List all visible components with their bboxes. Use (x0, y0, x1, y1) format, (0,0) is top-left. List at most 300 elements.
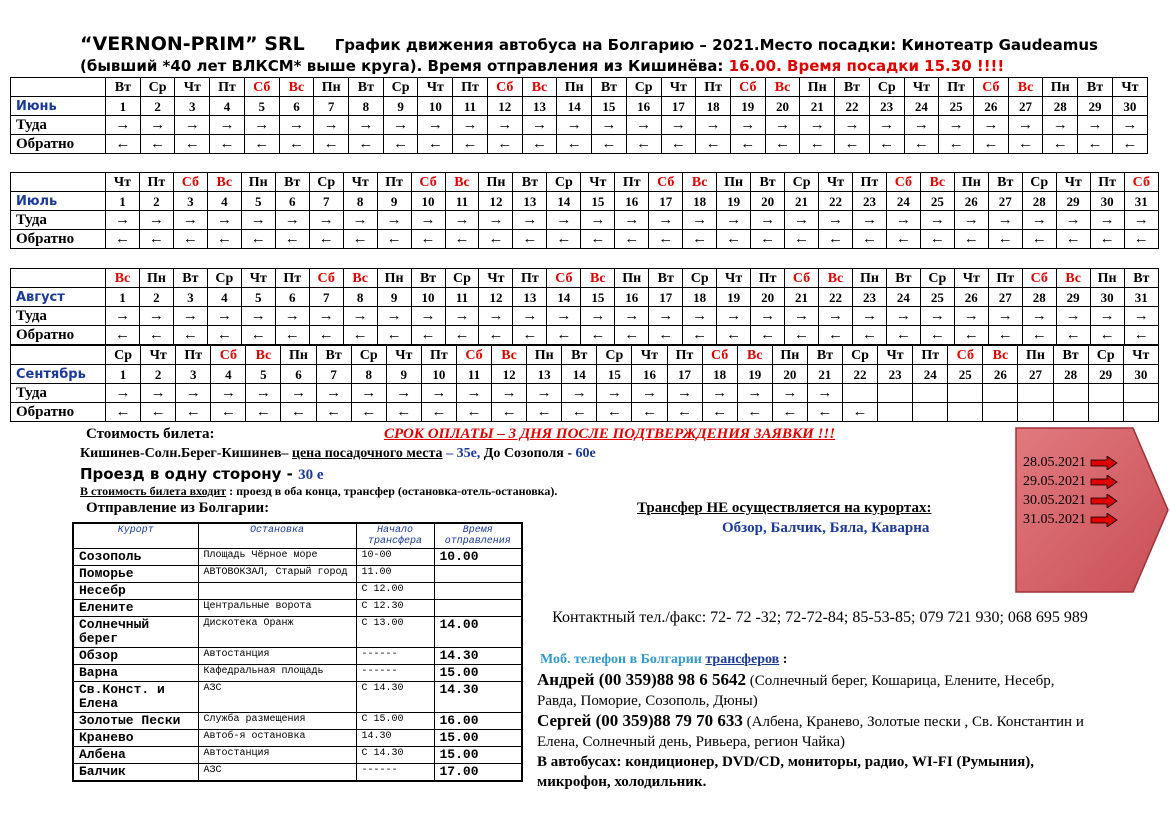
date-text: 31.05.2021 (1023, 512, 1086, 527)
weekday-cell: Пт (421, 346, 456, 365)
arrow-left-icon: ← (954, 326, 988, 345)
departure-row (73, 764, 522, 782)
arrow-left-icon: ← (1022, 326, 1056, 345)
arrow-right-icon: → (173, 211, 207, 230)
cell-stop: Автоб-я остановка (198, 730, 356, 747)
arrow-left-icon: ← (547, 230, 581, 249)
arrow-left-icon: ← (842, 403, 877, 422)
arrow-left-icon: ← (445, 326, 479, 345)
date-cell: 12 (479, 192, 513, 211)
date-cell: 7 (309, 192, 343, 211)
arrow-right-icon: → (513, 307, 547, 326)
weekday-cell: Сб (487, 78, 522, 97)
date-item (1023, 491, 1118, 510)
arrow-left-icon: ← (696, 135, 731, 154)
sergey-phone: Сергей (00 359)88 79 70 633 (537, 711, 743, 730)
date-cell: 6 (281, 365, 316, 384)
arrow-right-icon: → (1043, 116, 1078, 135)
arrow-right-icon (1090, 456, 1118, 470)
arrow-right-icon: → (241, 307, 275, 326)
arrow-left-icon: ← (383, 135, 418, 154)
arrow-left-icon: ← (173, 326, 207, 345)
weekday-cell: Чт (106, 173, 140, 192)
arrow-right-icon: → (275, 211, 309, 230)
cell-transfer: 11.00 (356, 566, 434, 583)
date-cell: 28 (1043, 97, 1078, 116)
arrow-left-icon: ← (730, 135, 765, 154)
arrow-right-icon: → (557, 116, 592, 135)
weekday-cell: Вс (581, 269, 615, 288)
weekday-cell: Пн (1043, 78, 1078, 97)
date-cell: 17 (661, 97, 696, 116)
cell-stop: Автостанция (198, 747, 356, 764)
weekday-cell: Вт (106, 78, 141, 97)
date-cell: 27 (1008, 97, 1043, 116)
date-cell: 15 (592, 97, 627, 116)
arrow-left-icon: ← (819, 326, 853, 345)
bus-amenities: В автобусах: кондиционер, DVD/CD, мониторы, радио, WI-FI (Румыния), микрофон, холодильник. (537, 754, 1034, 790)
arrow-right-icon: → (314, 116, 349, 135)
cell-stop: АЗС (198, 764, 356, 782)
date-cell: 30 (1112, 97, 1147, 116)
arrow-left-icon: ← (920, 230, 954, 249)
date-cell: 4 (210, 97, 245, 116)
arrow-left-icon: ← (244, 135, 279, 154)
weekday-cell: Ср (106, 346, 141, 365)
row-there (11, 307, 1159, 326)
arrow-right-icon: → (920, 307, 954, 326)
cell-stop: Кафедральная площадь (198, 665, 356, 682)
arrow-left-icon: ← (1078, 135, 1113, 154)
empty-cell (842, 384, 877, 403)
arrow-left-icon: ← (869, 135, 904, 154)
arrow-left-icon: ← (210, 135, 245, 154)
arrow-right-icon: → (661, 116, 696, 135)
date-cell: 14 (547, 192, 581, 211)
arrow-left-icon: ← (343, 230, 377, 249)
cell-time: 16.00 (434, 713, 522, 730)
arrow-right-icon: → (139, 307, 173, 326)
weekday-cell: Пт (1090, 173, 1124, 192)
arrow-right-icon: → (904, 116, 939, 135)
weekday-cell: Чт (418, 78, 453, 97)
weekday-cell: Пн (281, 346, 316, 365)
arrow-left-icon: ← (886, 230, 920, 249)
arrow-left-icon: ← (581, 230, 615, 249)
date-cell: 3 (175, 97, 210, 116)
arrow-right-icon: → (683, 211, 717, 230)
weekday-cell: Пт (751, 269, 785, 288)
arrow-right-icon: → (421, 384, 456, 403)
date-cell: 17 (649, 288, 683, 307)
weekday-cell: Пн (800, 78, 835, 97)
cell-stop: Автостанция (198, 648, 356, 665)
arrow-right-icon: → (309, 211, 343, 230)
mobile-bulgaria-title (540, 652, 787, 668)
row-label-there: Туда (11, 211, 106, 230)
arrow-left-icon: ← (852, 326, 886, 345)
arrow-left-icon: ← (207, 326, 241, 345)
arrow-right-icon: → (581, 307, 615, 326)
weekday-cell: Ср (445, 269, 479, 288)
date-cell: 10 (421, 365, 456, 384)
weekday-cell: Пт (988, 269, 1022, 288)
weekday-cell: Чт (661, 78, 696, 97)
weekday-cell: Пт (275, 269, 309, 288)
arrow-left-icon: ← (492, 403, 527, 422)
date-cell: 6 (275, 192, 309, 211)
arrow-right-icon: → (954, 307, 988, 326)
date-cell: 17 (667, 365, 702, 384)
weekday-cell: Сб (244, 78, 279, 97)
arrow-right-icon: → (207, 211, 241, 230)
date-cell: 1 (106, 288, 140, 307)
date-text: 28.05.2021 (1023, 455, 1086, 470)
date-cell: 10 (411, 192, 445, 211)
departure-bulgaria-title: Отправление из Болгарии: (86, 500, 270, 516)
arrow-right-icon: → (597, 384, 632, 403)
header-departure-time: Время отправления (434, 523, 522, 549)
date-cell: 2 (140, 97, 175, 116)
arrow-left-icon: ← (807, 403, 842, 422)
empty-cell (878, 384, 913, 403)
month-name: Июнь (11, 97, 106, 116)
weekday-cell: Вт (649, 269, 683, 288)
date-cell: 22 (842, 365, 877, 384)
cell-resort: Елените (73, 600, 198, 617)
arrow-left-icon: ← (717, 230, 751, 249)
date-cell: 10 (411, 288, 445, 307)
weekday-cell: Вс (343, 269, 377, 288)
includes-label: В стоимость билета входит (80, 484, 227, 498)
arrow-right-icon: → (807, 384, 842, 403)
arrow-left-icon: ← (1090, 326, 1124, 345)
date-cell: 28 (1022, 288, 1056, 307)
empty-cell (1088, 384, 1123, 403)
date-cell: 9 (377, 288, 411, 307)
arrow-left-icon: ← (453, 135, 488, 154)
arrow-right-icon: → (175, 116, 210, 135)
date-cell: 23 (878, 365, 913, 384)
arrow-left-icon: ← (1056, 230, 1090, 249)
weekday-cell: Ср (869, 78, 904, 97)
weekday-cell: Вт (411, 269, 445, 288)
arrow-right-icon: → (819, 307, 853, 326)
weekday-cell: Вс (246, 346, 281, 365)
arrow-right-icon: → (869, 116, 904, 135)
date-cell: 11 (445, 192, 479, 211)
departure-time: 16.00. (728, 57, 782, 75)
row-back (11, 230, 1159, 249)
arrow-right-icon: → (1124, 211, 1158, 230)
arrow-left-icon: ← (487, 135, 522, 154)
weekday-cell: Вс (445, 173, 479, 192)
arrow-right-icon: → (513, 211, 547, 230)
date-cell: 17 (649, 192, 683, 211)
arrow-right-icon: → (445, 211, 479, 230)
weekday-cell: Вс (920, 173, 954, 192)
date-cell: 14 (547, 288, 581, 307)
arrow-right-icon: → (562, 384, 597, 403)
andrey-areas: (Солнечный берег, Кошарица, Елените, Несебр, Равда, Поморие, Созополь, Дюны) (537, 673, 1055, 709)
arrow-right-icon: → (309, 307, 343, 326)
date-cell: 26 (973, 97, 1008, 116)
weekday-cell: Чт (141, 346, 176, 365)
weekday-cell: Сб (1124, 173, 1158, 192)
cell-stop: Площадь Чёрное море (198, 549, 356, 566)
weekday-cell: Пн (615, 269, 649, 288)
date-cell: 7 (314, 97, 349, 116)
calendar-september (10, 345, 1159, 422)
empty-cell (1053, 403, 1088, 422)
weekday-row (11, 78, 1148, 97)
ticket-cost-title: Стоимость билета: (86, 426, 215, 442)
no-transfer-list: Обзор, Балчик, Бяла, Каварна (722, 520, 930, 536)
weekday-cell: Ср (1022, 173, 1056, 192)
arrow-right-icon: → (581, 211, 615, 230)
arrow-right-icon: → (456, 384, 491, 403)
cell-transfer: С 12.30 (356, 600, 434, 617)
arrow-left-icon: ← (411, 326, 445, 345)
weekday-cell: Пн (377, 269, 411, 288)
cell-time: 15.00 (434, 665, 522, 682)
arrow-left-icon: ← (106, 403, 141, 422)
date-row (11, 192, 1159, 211)
date-cell: 7 (309, 288, 343, 307)
cell-resort: Золотые Пески (73, 713, 198, 730)
weekday-cell: Вт (886, 269, 920, 288)
date-cell: 13 (522, 97, 557, 116)
arrow-right-icon: → (717, 307, 751, 326)
arrow-left-icon: ← (562, 403, 597, 422)
arrow-right-icon: → (522, 116, 557, 135)
arrow-left-icon: ← (140, 135, 175, 154)
arrow-left-icon: ← (765, 135, 800, 154)
date-cell: 29 (1056, 192, 1090, 211)
weekday-cell: Чт (479, 269, 513, 288)
arrow-right-icon: → (173, 307, 207, 326)
empty-cell (1088, 403, 1123, 422)
cell-transfer: С 14.30 (356, 682, 434, 713)
weekday-row (11, 269, 1159, 288)
arrow-right-icon: → (886, 307, 920, 326)
weekday-cell: Вт (275, 173, 309, 192)
weekday-cell: Вт (173, 269, 207, 288)
date-cell: 27 (988, 288, 1022, 307)
date-item (1023, 453, 1118, 472)
arrow-right-icon: → (683, 307, 717, 326)
arrow-right-icon: → (139, 211, 173, 230)
date-cell: 4 (207, 288, 241, 307)
weekday-cell: Чт (632, 346, 667, 365)
cell-transfer: 14.30 (356, 730, 434, 747)
departure-row (73, 713, 522, 730)
arrow-left-icon: ← (445, 230, 479, 249)
weekday-cell: Чт (1056, 173, 1090, 192)
cell-resort: Солнечный берег (73, 617, 198, 648)
arrow-right-icon: → (785, 307, 819, 326)
arrow-right-icon: → (1090, 211, 1124, 230)
date-cell: 24 (913, 365, 948, 384)
arrow-left-icon: ← (479, 326, 513, 345)
schedule-title: График движения автобуса на Болгарию – 2021.Место посадки: Кинотеатр Gaudeamus (334, 36, 1098, 54)
date-cell: 5 (241, 192, 275, 211)
arrow-right-icon: → (377, 211, 411, 230)
arrow-right-icon: → (492, 384, 527, 403)
arrow-right-icon: → (207, 307, 241, 326)
weekday-cell: Вс (492, 346, 527, 365)
weekday-cell: Пт (913, 346, 948, 365)
weekday-cell: Сб (649, 173, 683, 192)
date-cell: 9 (386, 365, 421, 384)
cell-stop (198, 583, 356, 600)
row-there (11, 384, 1159, 403)
weekday-cell: Вс (683, 173, 717, 192)
arrow-left-icon: ← (275, 230, 309, 249)
weekday-cell: Пт (696, 78, 731, 97)
includes-text: : проезд в оба конца, трансфер (остановка-отель-остановка). (226, 484, 558, 498)
arrow-right-icon: → (973, 116, 1008, 135)
arrow-left-icon: ← (852, 230, 886, 249)
arrow-left-icon: ← (316, 403, 351, 422)
weekday-cell: Вт (513, 173, 547, 192)
date-text: 29.05.2021 (1023, 474, 1086, 489)
arrow-left-icon: ← (683, 230, 717, 249)
date-cell: 23 (869, 97, 904, 116)
arrow-left-icon: ← (479, 230, 513, 249)
arrow-left-icon: ← (615, 230, 649, 249)
arrow-right-icon: → (632, 384, 667, 403)
weekday-cell: Пт (513, 269, 547, 288)
weekday-cell: Вс (819, 269, 853, 288)
date-cell: 14 (557, 97, 592, 116)
arrow-right-icon: → (453, 116, 488, 135)
row-label-there: Туда (11, 307, 106, 326)
arrow-left-icon: ← (988, 230, 1022, 249)
weekday-cell: Ср (626, 78, 661, 97)
departure-row (73, 747, 522, 764)
date-cell: 22 (819, 288, 853, 307)
arrow-right-icon: → (349, 116, 384, 135)
date-item (1023, 472, 1118, 491)
weekday-cell: Ср (383, 78, 418, 97)
date-cell: 30 (1090, 288, 1124, 307)
cell-transfer: ------ (356, 764, 434, 782)
company-name: “VERNON-PRIM” SRL (80, 33, 305, 55)
cell-stop: АВТОВОКЗАЛ, Старый город (198, 566, 356, 583)
arrow-left-icon: ← (377, 326, 411, 345)
arrow-right-icon: → (649, 211, 683, 230)
arrow-left-icon: ← (309, 230, 343, 249)
weekday-cell: Чт (1123, 346, 1158, 365)
arrow-right-icon: → (547, 307, 581, 326)
arrow-left-icon: ← (106, 135, 141, 154)
date-cell: 3 (173, 288, 207, 307)
arrow-right-icon: → (1022, 211, 1056, 230)
row-label-back: Обратно (11, 135, 106, 154)
corner-cell (11, 173, 106, 192)
weekday-cell: Чт (343, 173, 377, 192)
arrow-left-icon: ← (175, 135, 210, 154)
weekday-cell: Пт (615, 173, 649, 192)
price-includes (80, 484, 557, 499)
date-cell: 22 (819, 192, 853, 211)
arrow-left-icon: ← (785, 326, 819, 345)
weekday-cell: Вт (1078, 78, 1113, 97)
arrow-right-icon: → (211, 384, 246, 403)
weekday-cell: Чт (1112, 78, 1147, 97)
arrow-right-icon: → (737, 384, 772, 403)
weekday-cell: Вс (1008, 78, 1043, 97)
corner-cell (11, 269, 106, 288)
arrow-right-icon: → (479, 211, 513, 230)
arrow-right-icon: → (246, 384, 281, 403)
weekday-cell: Ср (309, 173, 343, 192)
arrow-left-icon: ← (819, 230, 853, 249)
departure-row (73, 682, 522, 713)
weekday-cell: Ср (842, 346, 877, 365)
weekday-cell: Вс (106, 269, 140, 288)
arrow-right-icon: → (1056, 307, 1090, 326)
sozopol-label: До Созополя - (480, 446, 576, 461)
date-cell: 16 (615, 288, 649, 307)
weekday-cell: Чт (386, 346, 421, 365)
weekday-cell: Чт (954, 269, 988, 288)
arrow-left-icon: ← (939, 135, 974, 154)
date-cell: 11 (453, 97, 488, 116)
arrow-right-icon: → (1112, 116, 1147, 135)
cell-resort: Св.Конст. и Елена (73, 682, 198, 713)
arrow-left-icon: ← (547, 326, 581, 345)
arrow-right-icon: → (527, 384, 562, 403)
header-line-1 (80, 33, 1098, 55)
weekday-cell: Ср (683, 269, 717, 288)
weekday-cell: Вт (349, 78, 384, 97)
cell-transfer: ------ (356, 665, 434, 682)
arrow-left-icon: ← (139, 230, 173, 249)
date-cell: 21 (785, 288, 819, 307)
arrow-left-icon: ← (1022, 230, 1056, 249)
arrow-left-icon: ← (717, 326, 751, 345)
contact-sergey (537, 711, 1097, 752)
arrow-right-icon: → (835, 116, 870, 135)
date-cell: 23 (852, 288, 886, 307)
weekday-cell: Вс (765, 78, 800, 97)
weekday-cell: Ср (597, 346, 632, 365)
header-stop: Остановка (198, 523, 356, 549)
weekday-cell: Пн (852, 269, 886, 288)
cell-time: 14.30 (434, 682, 522, 713)
arrow-right-icon: → (765, 116, 800, 135)
date-cell: 5 (241, 288, 275, 307)
cell-time: 15.00 (434, 730, 522, 747)
weekday-cell: Сб (973, 78, 1008, 97)
dates-list (1023, 453, 1118, 529)
row-back (11, 326, 1159, 345)
date-cell: 30 (1123, 365, 1158, 384)
arrow-left-icon: ← (626, 135, 661, 154)
arrow-right-icon: → (1056, 211, 1090, 230)
mobile-suffix: : (779, 652, 788, 667)
date-row (11, 288, 1159, 307)
arrow-left-icon: ← (954, 230, 988, 249)
date-cell: 15 (597, 365, 632, 384)
arrow-right-icon: → (106, 384, 141, 403)
weekday-cell: Вт (1124, 269, 1158, 288)
arrow-left-icon: ← (246, 403, 281, 422)
weekday-cell: Вс (737, 346, 772, 365)
arrow-right-icon: → (547, 211, 581, 230)
